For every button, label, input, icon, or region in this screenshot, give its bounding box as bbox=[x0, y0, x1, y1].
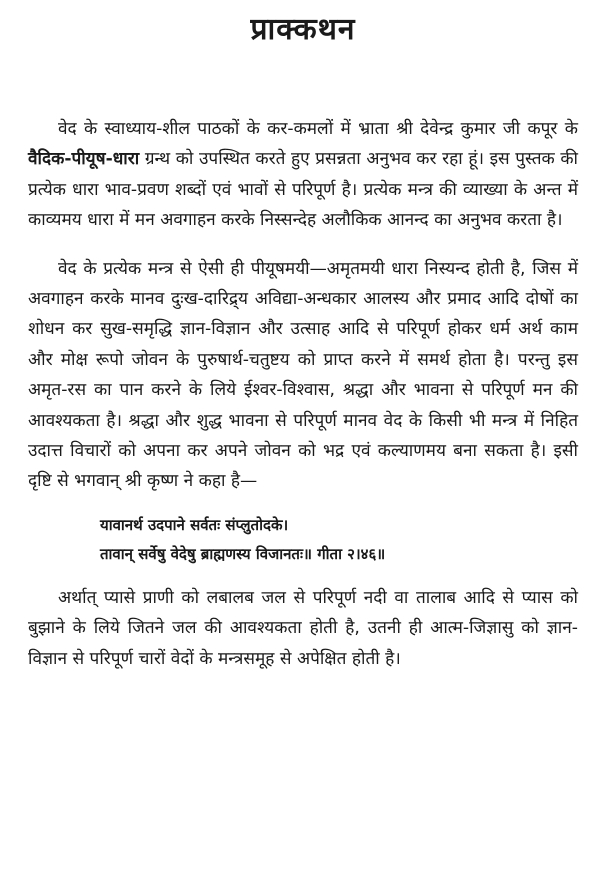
paragraph-1-text-b: ग्रन्थ को उपस्थित करते हुए प्रसन्नता अनुभव कर रहा हूं। इस पुस्तक की प्रत्येक धारा भाव-प्रवण शब्दों एवं भावों से परिपूर्ण है। प्रत्येक मन्त्र की व्याख्या के अन्त में काव्यमय धारा में मन अवगाहन करके निस्सन्देह अलौकिक आनन्द का अनुभव करता है। bbox=[28, 149, 578, 231]
page-title: प्राक्कथन bbox=[250, 12, 356, 47]
paragraph-1 bbox=[28, 114, 578, 236]
verse-line-1: यावानर्थ उदपाने सर्वतः संप्लुतोदके। bbox=[100, 515, 289, 534]
verse-quote bbox=[100, 511, 578, 569]
paragraph-2: वेद के प्रत्येक मन्त्र से ऐसी ही पीयूषमयी—अमृतमयी धारा निस्यन्द होती है, जिस में अवगाहन करके मानव दुःख-दारिद्र्य अविद्या-अन्धकार आलस्य और प्रमाद आदि दोषों का शोधन कर सुख-समृद्धि ज्ञान-विज्ञान और उत्साह आदि से परिपूर्ण होकर धर्म अर्थ काम और मोक्ष रूपो जोवन के पुरुषार्थ-चतुष्टय को प्राप्त करने में समर्थ होता है। परन्तु इस अमृत-रस का पान करने के लिये ईश्वर-विश्वास, श्रद्धा और भावना से परिपूर्ण मन की आवश्यकता है। श्रद्धा और शुद्ध भावना से परिपूर्ण मानव वेद के किसी भी मन्त्र में निहित उदात्त विचारों को अपना कर अपने जोवन को भद्र एवं कल्याणमय बना सकता है। इसी दृष्टि से भगवान् श्री कृष्ण ने कहा है— bbox=[28, 258, 578, 492]
book-title-bold: वैदिक-पीयूष-धारा bbox=[28, 149, 140, 170]
paragraph-1-text-a: वेद के स्वाध्याय-शील पाठकों के कर-कमलों में भ्राता श्री देवेन्द्र कुमार जी कपूर के bbox=[58, 119, 578, 139]
paragraph-3: अर्थात् प्यासे प्राणी को लबालब जल से परिपूर्ण नदी वा तालाब आदि से प्यास को बुझाने के लिये जितने जल की आवश्यकता होती है, उतनी ही आत्म-जिज्ञासु को ज्ञान-विज्ञान से परिपूर्ण चारों वेदों के मन्त्रसमूह से अपेक्षित होती है। bbox=[28, 587, 578, 669]
verse-line-2: तावान् सर्वेषु वेदेषु ब्राह्मणस्य विजानतः॥ गीता २।४६॥ bbox=[100, 544, 386, 563]
